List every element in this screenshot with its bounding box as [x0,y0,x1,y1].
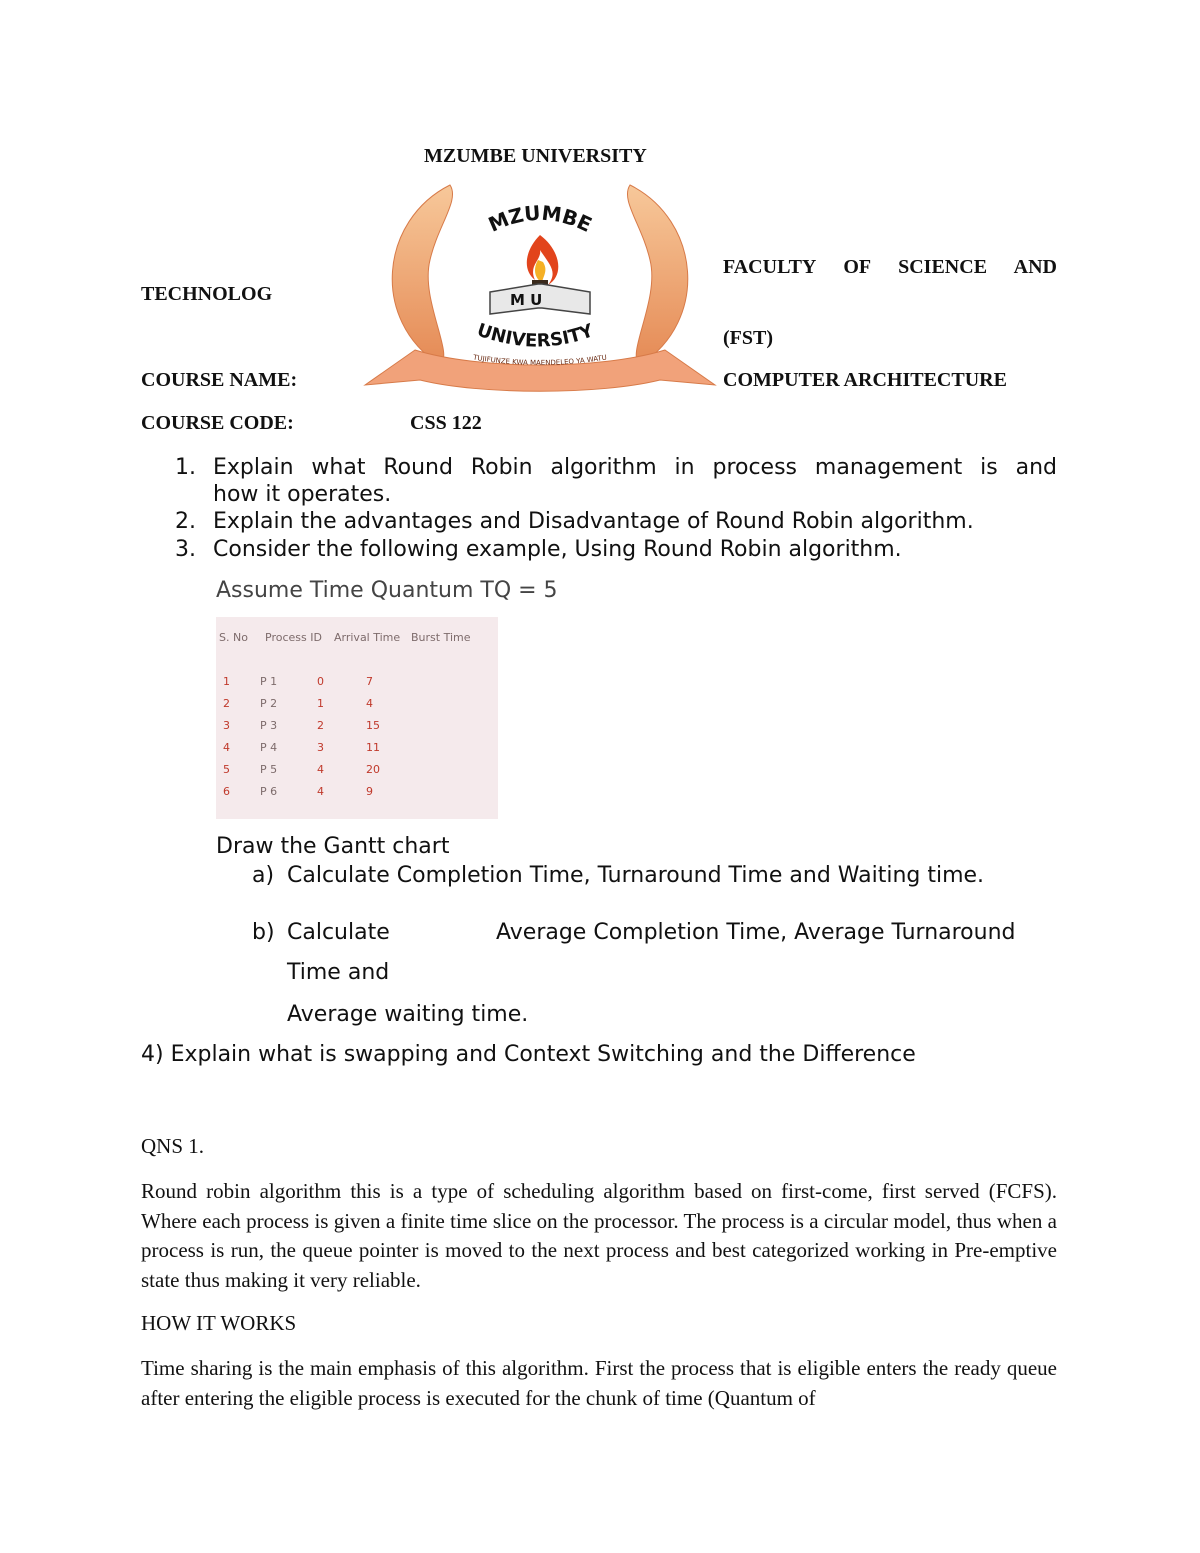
cell-pid: P 6 [260,785,278,798]
course-name-value: COMPUTER ARCHITECTURE [723,369,1007,391]
q3-text: Consider the following example, Using Round Robin algorithm. [213,537,902,562]
course-name-label: COURSE NAME: [141,369,298,391]
table-header: S. No [219,631,248,644]
cell-arrival: 1 [317,697,324,710]
cell-arrival: 2 [317,719,324,732]
answer-paragraph-2: Time sharing is the main emphasis of this algorithm. First the process that is eligible enters the ready queue after entering the eligible process is executed for the chunk of time (Quantum of [141,1356,1057,1410]
cell-arrival: 3 [317,741,324,754]
faculty-line1: FACULTY OF SCIENCE AND [723,256,1057,278]
q3-number: 3. [175,537,196,562]
cell-burst: 9 [366,785,373,798]
logo-letters: M U [510,291,543,309]
cell-pid: P 2 [260,697,278,710]
cell-sno: 3 [223,719,230,732]
draw-gantt: Draw the Gantt chart [216,834,450,859]
cell-burst: 11 [366,741,380,754]
sub-b-text1: Calculate [287,920,390,945]
q1-line1: Explain what Round Robin algorithm in process management is and [213,455,1057,480]
cell-arrival: 4 [317,785,324,798]
faculty-abbr: (FST) [723,327,773,349]
cell-sno: 5 [223,763,230,776]
cell-pid: P 4 [260,741,278,754]
answer-paragraph-1: Round robin algorithm this is a type of scheduling algorithm based on first-come, first served (FCFS). Where each process is given a finite time slice on the processor. The process is a circular model, thus when a process is run, the queue pointer is moved to the next process and best categorized working in Pre-emptive state thus making it very reliable. [141,1179,1057,1292]
cell-burst: 7 [366,675,373,688]
logo-bottom-text: UNIVERSITY [474,319,597,352]
cell-sno: 1 [223,675,230,688]
sub-a-text: Calculate Completion Time, Turnaround Time and Waiting time. [287,863,985,888]
process-table [216,617,498,819]
cell-pid: P 5 [260,763,278,776]
logo-motto: TUJIFUNZE KWA MAENDELEO YA WATU [472,353,608,368]
cell-burst: 15 [366,719,380,732]
course-code-value: CSS 122 [410,412,482,434]
logo-graphic [360,180,720,396]
cell-burst: 20 [366,763,380,776]
logo-top-text: MZUMBE [484,200,596,237]
sub-b-text3: Time and [287,960,390,985]
cell-arrival: 0 [317,675,324,688]
table-header: Arrival Time [334,631,401,644]
q2-text: Explain the advantages and Disadvantage of Round Robin algorithm. [213,509,974,534]
sub-b-text2: Average Completion Time, Average Turnaround [496,920,1016,945]
svg-text:UNIVERSITY [474,320,597,352]
table-header: Process ID [265,631,322,644]
sub-a-label: a) [252,863,275,888]
cell-pid: P 3 [260,719,278,732]
table-header: Burst Time [411,631,471,644]
q1-number: 1. [175,455,196,480]
cell-sno: 2 [223,697,230,710]
university-logo [360,180,720,396]
cell-arrival: 4 [317,763,324,776]
cell-burst: 4 [366,697,373,710]
course-code-label: COURSE CODE: [141,412,294,434]
university-title: MZUMBE UNIVERSITY [424,145,647,167]
qns1-heading: QNS 1. [141,1134,205,1158]
faculty-line2: TECHNOLOG [141,283,273,305]
sub-b-text4: Average waiting time. [287,1002,529,1027]
q2-number: 2. [175,509,196,534]
q4-text: 4) Explain what is swapping and Context Switching and the Difference [141,1042,916,1067]
svg-text:MZUMBE [485,201,596,237]
cell-sno: 4 [223,741,230,754]
cell-sno: 6 [223,785,230,798]
time-quantum: Assume Time Quantum TQ = 5 [216,578,558,603]
cell-pid: P 1 [260,675,278,688]
sub-b-label: b) [252,920,275,945]
how-it-works-heading: HOW IT WORKS [141,1311,297,1335]
q1-line2: how it operates. [213,482,392,507]
